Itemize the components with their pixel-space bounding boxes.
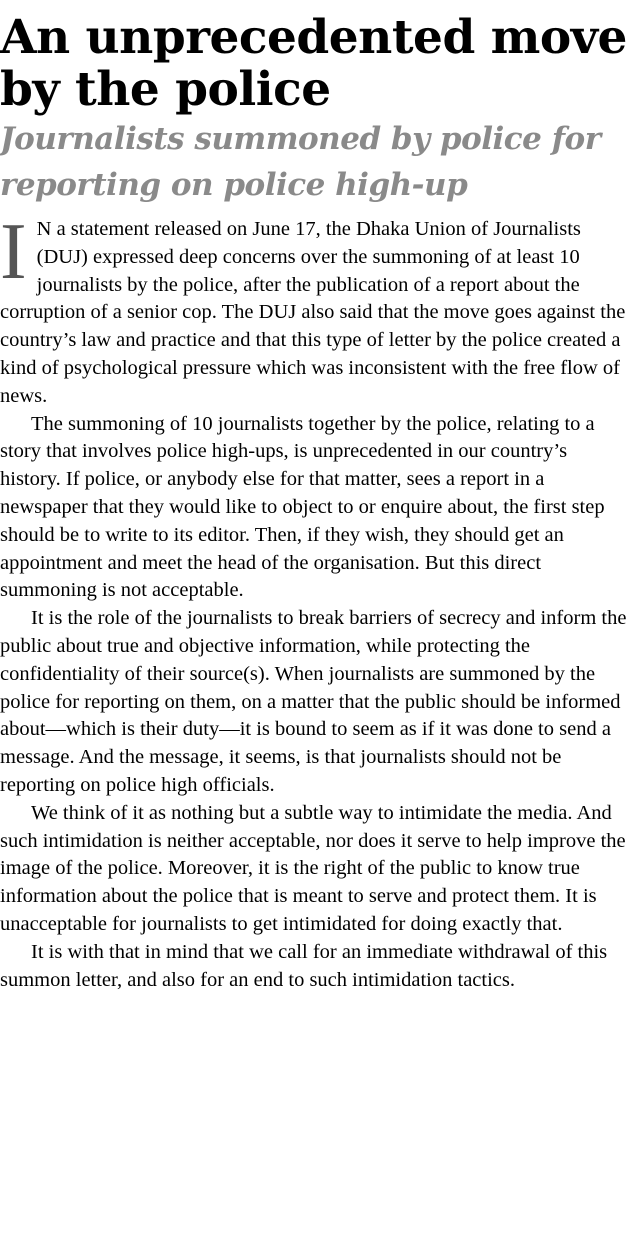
subheadline: Journalists summoned by police for reporting on police high-up — [0, 121, 601, 203]
paragraph-4: We think of it as nothing but a subtle way to intimidate the media. And such intimidation is neither acceptable, nor does it serve to help improve the image of the police. Moreover, it is the right of the public to know true information about the police that is meant to serve and protect them. It is unacceptable for journalists to get intimidated for doing exactly that. — [0, 801, 626, 935]
headline: An unprecedented move by the police — [0, 10, 627, 117]
article-body — [0, 208, 629, 994]
drop-cap: I — [0, 208, 27, 296]
editorial-page — [0, 12, 629, 1260]
paragraph-1 — [0, 208, 629, 411]
paragraph-5: It is with that in mind that we call for an immediate withdrawal of this summon letter, and also for an end to such intimidation tactics. — [0, 940, 608, 991]
paragraph-3: It is the role of the journalists to break barriers of secrecy and inform the public about true and objective information, while protecting the confidentiality of their source(s). When journalists are summoned by the police for reporting on them, on a matter that the public should be informed about—which is their duty—it is bound to seem as if it was done to send a message. And the message, it seems, is that journalists should not be reporting on police high officials. — [0, 607, 627, 796]
paragraph-2: The summoning of 10 journalists together by the police, relating to a story that involves police high-ups, is unprecedented in our country’s history. If police, or anybody else for that matter, sees a report in a newspaper that they would like to object to or enquire about, the first step should be to write to its editor. Then, if they wish, they should get an appointment and meet the head of the organisation. But this direct summoning is not acceptable. — [0, 412, 605, 602]
paragraph-1-text: N a statement released on June 17, the Dhaka Union of Journalists (DUJ) expressed deep concerns over the summoning of at least 10 journalists by the police, after the publication of a report about the corruption of a senior cop. The DUJ also said that the move goes against the country’s law and practice and that this type of letter by the police created a kind of psychological pressure which was inconsistent with the free flow of news. — [0, 218, 626, 407]
